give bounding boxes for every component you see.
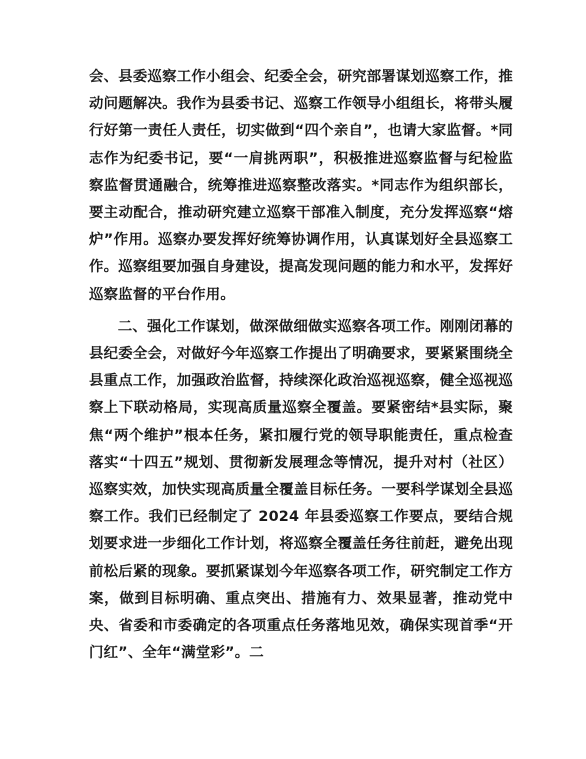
paragraph-section-two: 二、强化工作谋划，做深做细做实巡察各项工作。刚刚闭幕的县纪委全会，对做好今年巡察工作提出了明确要求，要紧紧围绕全县重点工作，加强政治监督，持续深化政治巡视巡察，健全巡视巡察上下联动格局，实现高质量巡察全覆盖。要紧密结*县实际，聚焦“两个维护”根本任务，紧扣履行党的领导职能责任，重点检查落实“十四五”规划、贯彻新发展理念等情况，提升对村（社区）巡察实效，加快实现高质量全覆盖目标任务。一要科学谋划全县巡察工作。我们已经制定了 2024 年县委巡察工作要点，要结合规划要求进一步细化工作计划，将巡察全覆盖任务往前赶，避免出现前松后紧的现象。要抓紧谋划今年巡察各项工作，研究制定工作方案，做到目标明确、重点突出、措施有力、效果显著，推动党中央、省委和市委确定的各项重点任务落地见效，确保实现首季“开门红”、全年“满堂彩”。二 [89, 318, 513, 662]
paragraph-continuation: 会、县委巡察工作小组会、纪委全会，研究部署谋划巡察工作，推动问题解决。我作为县委书记、巡察工作领导小组组长，将带头履行好第一责任人责任，切实做到“四个亲自”，也请大家监督。*同志作为纪委书记，要“一肩挑两职”，积极推进巡察监督与纪检监察监督贯通融合，统筹推进巡察整改落实。*同志作为组织部长，要主动配合，推动研究建立巡察干部准入制度，充分发挥巡察“熔炉”作用。巡察办要发挥好统筹协调作用，认真谋划好全县巡察工作。巡察组要加强自身建设，提高发现问题的能力和水平，发挥好巡察监督的平台作用。 [89, 69, 513, 303]
document-body [89, 64, 513, 667]
